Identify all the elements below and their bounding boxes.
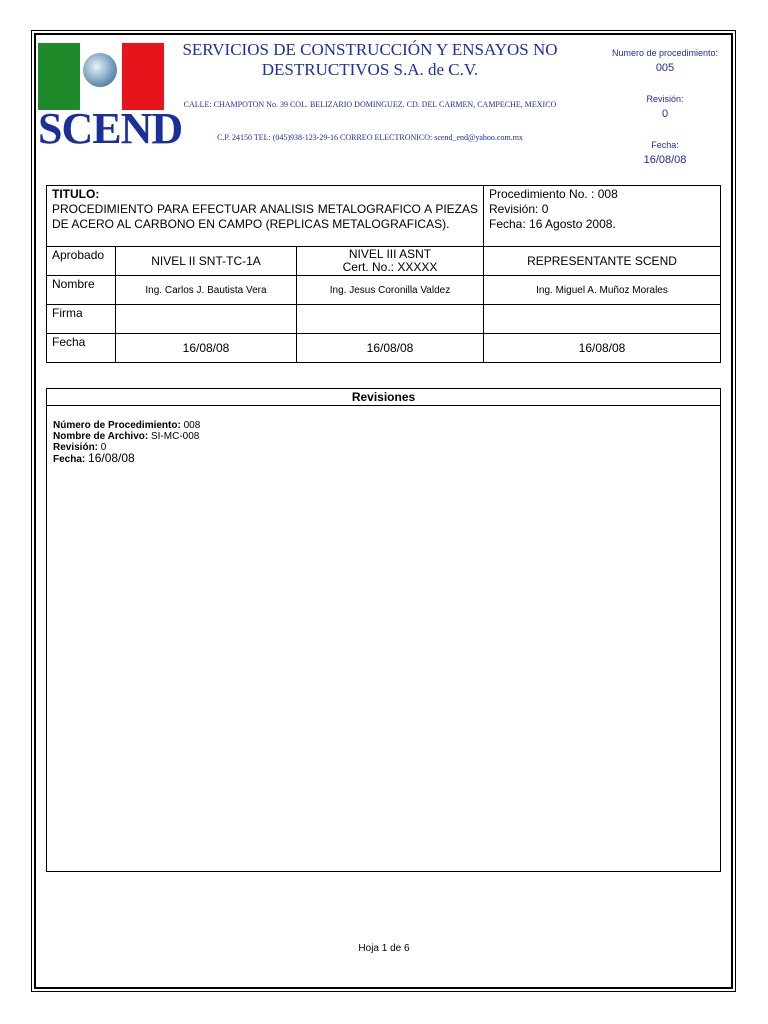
name-col3: Ing. Miguel A. Muñoz Morales (484, 276, 721, 305)
flag-green-stripe (38, 43, 80, 110)
procedure-number: Procedimiento No. : 008 (489, 187, 618, 201)
revision-number-line (53, 442, 720, 453)
logo-text: SCEND (38, 104, 183, 153)
revision-date-line (53, 453, 720, 465)
date-col3: 16/08/08 (484, 334, 721, 363)
procedure-date: Fecha: 16 Agosto 2008. (489, 217, 616, 231)
meta-revision-label: Revisión: (646, 94, 684, 104)
title-cell (47, 186, 484, 247)
level-col3: REPRESENTANTE SCEND (484, 247, 721, 276)
revision-procedure-line (53, 420, 720, 431)
revision-date-value: 16/08/08 (88, 451, 135, 465)
flag-red-stripe (122, 43, 164, 110)
company-name (170, 40, 570, 80)
date-col2: 16/08/08 (297, 334, 484, 363)
company-name-line1: SERVICIOS DE CONSTRUCCIÓN Y ENSAYOS NO (182, 40, 558, 59)
meta-date-value: 16/08/08 (643, 154, 687, 166)
revision-date-label: Fecha: (53, 454, 86, 465)
title-text: PROCEDIMIENTO PARA EFECTUAR ANALISIS METALOGRAFICO A PIEZAS DE ACERO AL CARBONO EN CAMPO (REPLICAS METALOGRAFICAS). (52, 202, 478, 231)
signature-col1 (116, 305, 297, 334)
revision-file-line (53, 431, 720, 442)
revision-file-value: SI-MC-008 (150, 431, 200, 442)
approval-table (46, 185, 721, 363)
company-name-line2: DESTRUCTIVOS S.A. de C.V. (261, 60, 479, 79)
revision-procedure-value: 008 (183, 420, 201, 431)
company-logo (38, 43, 183, 153)
row-label-fecha: Fecha (47, 334, 116, 363)
title-label: TITULO: (52, 187, 100, 201)
page-number: Hoja 1 de 6 (358, 943, 410, 954)
meta-date (600, 140, 730, 166)
revisions-heading: Revisiones (47, 389, 720, 406)
revisions-body (47, 406, 720, 465)
globe-icon (83, 53, 117, 87)
revision-number-label: Revisión: (53, 442, 99, 453)
level-col2-line1: NIVEL III ASNT (348, 247, 432, 261)
name-col2: Ing. Jesus Coronilla Valdez (297, 276, 484, 305)
signature-col3 (484, 305, 721, 334)
date-col1: 16/08/08 (116, 334, 297, 363)
row-label-firma: Firma (47, 305, 116, 334)
name-col1: Ing. Carlos J. Bautista Vera (116, 276, 297, 305)
revisions-box (46, 388, 721, 872)
meta-revision (600, 94, 730, 120)
row-label-nombre: Nombre (47, 276, 116, 305)
procedure-info-cell (484, 186, 721, 247)
meta-date-label: Fecha: (651, 140, 679, 150)
meta-revision-value: 0 (661, 108, 669, 120)
company-contact: C.P. 24150 TEL: (045)938-123-29-16 CORREO ELECTRONICO: scend_end@yahoo.com.mx (217, 133, 523, 142)
procedure-revision: Revisión: 0 (489, 202, 549, 216)
revision-procedure-label: Número de Procedimiento: (53, 420, 181, 431)
signature-col2 (297, 305, 484, 334)
revision-file-label: Nombre de Archivo: (53, 431, 149, 442)
revision-number-value: 0 (100, 442, 107, 453)
company-address: CALLE: CHAMPOTON No. 39 COL. BELIZARIO DOMINGUEZ. CD. DEL CARMEN, CAMPECHE, MEXICO (183, 100, 557, 109)
row-label-aprobado: Aprobado (47, 247, 116, 276)
meta-procedure-value: 005 (655, 62, 675, 74)
level-col2-line2: Cert. No.: XXXXX (342, 260, 438, 274)
level-col2 (297, 247, 484, 276)
level-col1: NIVEL II SNT-TC-1A (116, 247, 297, 276)
meta-procedure-label: Numero de procedimiento: (611, 48, 719, 58)
meta-procedure (600, 48, 730, 74)
